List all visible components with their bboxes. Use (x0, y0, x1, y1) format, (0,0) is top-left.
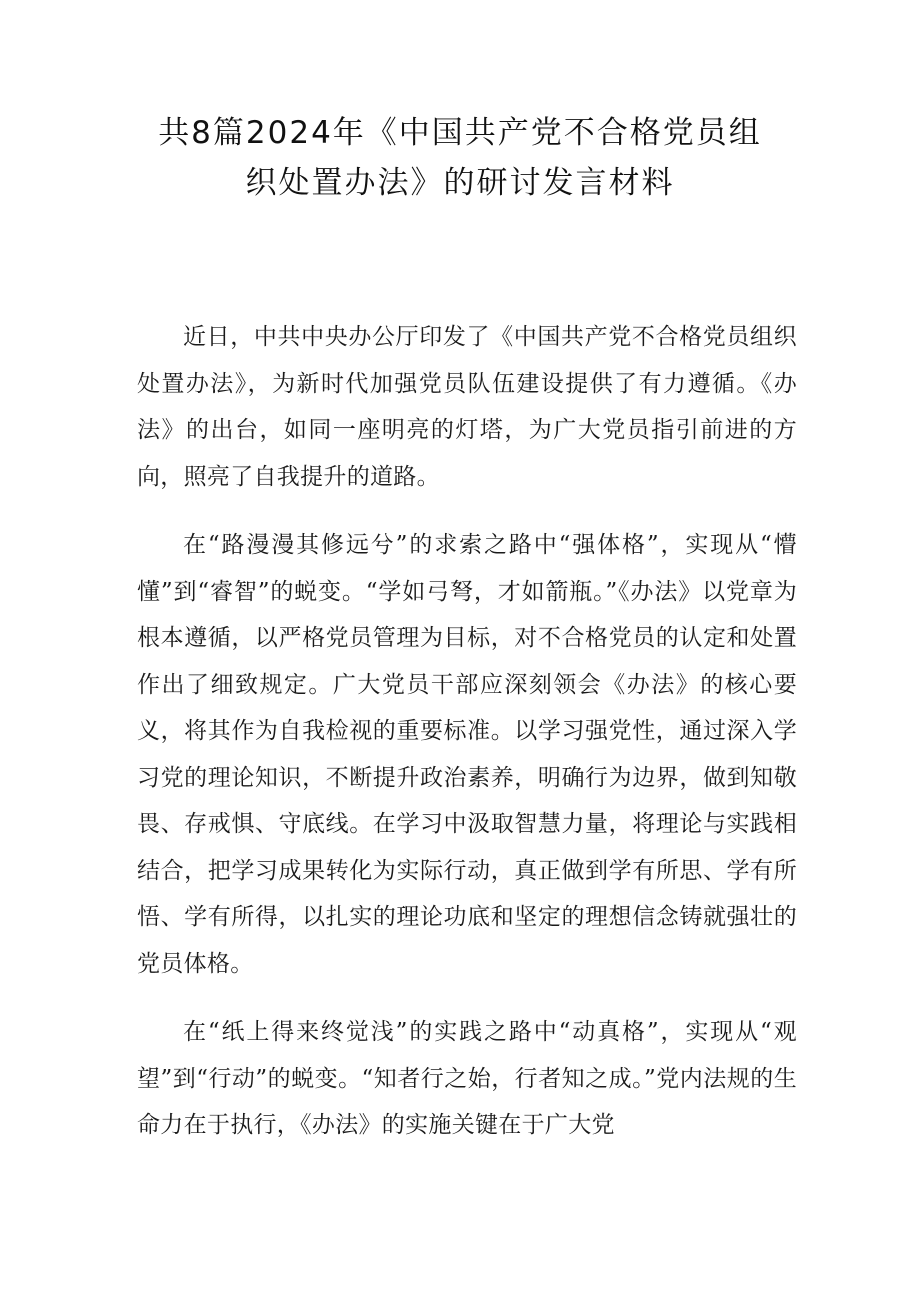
paragraph-3: 在“纸上得来终觉浅”的实践之路中“动真格”，实现从“观望”到“行动”的蜕变。“知者行之始，行者知之成。”党内法规的生命力在于执行，《办法》的实施关键在于广大党 (137, 1019, 797, 1138)
document-body (137, 314, 797, 1171)
document-title (120, 108, 800, 208)
title-line-2: 织处置办法》的研讨发言材料 (245, 165, 675, 201)
paragraph-1: 近日，中共中央办公厅印发了《中国共产党不合格党员组织处置办法》，为新时代加强党员队伍建设提供了有力遵循。《办法》的出台，如同一座明亮的灯塔，为广大党员指引前进的方向，照亮了自我提升的道路。 (137, 324, 797, 490)
paragraph-2: 在“路漫漫其修远兮”的求索之路中“强体格”，实现从“懵懂”到“睿智”的蜕变。“学如弓弩，才如箭瓶。”《办法》以党章为根本遵循，以严格党员管理为目标，对不合格党员的认定和处置作出了细致规定。广大党员干部应深刻领会《办法》的核心要义，将其作为自我检视的重要标准。以学习强党性，通过深入学习党的理论知识，不断提升政治素养，明确行为边界，做到知敬畏、存戒惧、守底线。在学习中汲取智慧力量，将理论与实践相结合，把学习成果转化为实际行动，真正做到学有所思、学有所悟、学有所得，以扎实的理论功底和坚定的理想信念铸就强壮的党员体格。 (137, 532, 797, 977)
title-line-1: 共8篇2024年《中国共产党不合格党员组 (158, 115, 762, 151)
